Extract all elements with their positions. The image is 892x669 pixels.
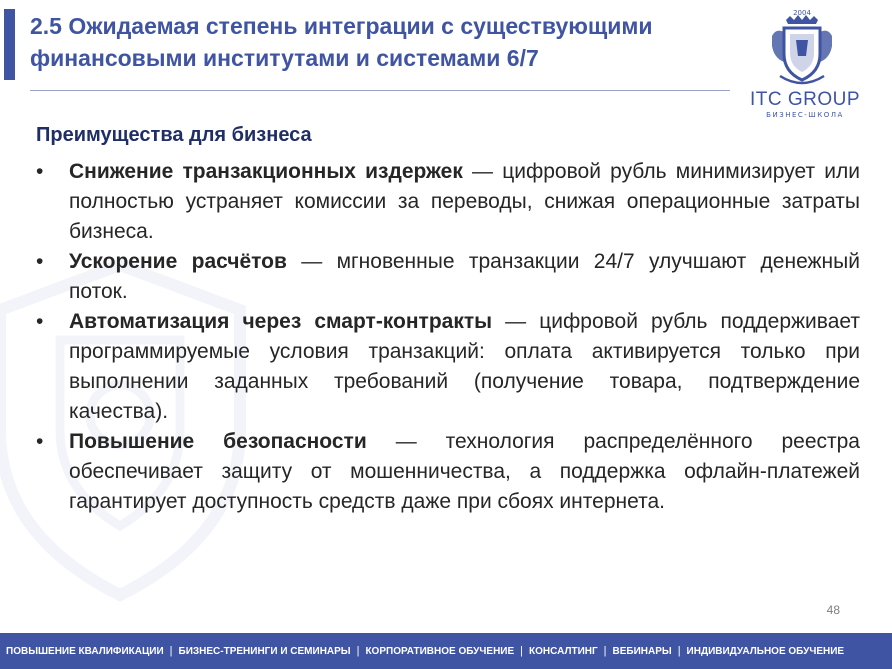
company-logo — [740, 6, 880, 126]
crest-icon — [766, 6, 838, 88]
slide-title-line-2: финансовыми институтами и системами 6/7 — [30, 45, 539, 71]
bullet-icon: • — [36, 250, 44, 273]
footer-separator: | — [356, 645, 360, 657]
list-item — [36, 247, 860, 307]
slide-title — [30, 10, 760, 74]
footer-separator: | — [520, 645, 524, 657]
page-number: 48 — [826, 603, 840, 617]
list-item — [36, 307, 860, 427]
list-item — [36, 157, 860, 247]
footer-item-qualification: ПОВЫШЕНИЕ КВАЛИФИКАЦИИ — [6, 645, 164, 657]
footer-separator: | — [603, 645, 607, 657]
footer-item-webinars: ВЕБИНАРЫ — [612, 645, 672, 657]
title-divider — [30, 90, 730, 91]
list-item — [36, 427, 860, 517]
list-item-title: Повышение безопасности — [69, 430, 367, 453]
footer-item-corporate: КОРПОРАТИВНОЕ ОБУЧЕНИЕ — [365, 645, 515, 657]
footer-item-individual: ИНДИВИДУАЛЬНОЕ ОБУЧЕНИЕ — [686, 645, 845, 657]
list-item-title: Снижение транзакционных издержек — [69, 160, 463, 183]
list-item-text: — мгновенные транзакции 24/7 улучшают денежный поток. — [69, 250, 860, 303]
footer-item-consulting: КОНСАЛТИНГ — [529, 645, 598, 657]
footer-item-trainings: БИЗНЕС-ТРЕНИНГИ И СЕМИНАРЫ — [178, 645, 351, 657]
slide-title-line-1: 2.5 Ожидаемая степень интеграции с существующими — [30, 13, 653, 39]
list-item-title: Автоматизация через смарт-контракты — [69, 310, 493, 333]
logo-year: 2004 — [793, 9, 811, 17]
bullet-icon: • — [36, 310, 44, 333]
footer-separator: | — [169, 645, 173, 657]
title-accent-bar — [4, 9, 15, 80]
logo-tagline: БИЗНЕС-ШКОЛА — [766, 111, 844, 119]
logo-name: ITC GROUP — [749, 89, 861, 110]
bullet-icon: • — [36, 430, 44, 453]
bullet-icon: • — [36, 160, 44, 183]
footer-bar — [0, 633, 892, 669]
list-item-title: Ускорение расчётов — [69, 250, 287, 273]
list-item-text: — цифровой рубль поддерживает программируемые условия транзакций: оплата активируется только при выполнении заданных требований (получение товара, подтверждение качества). — [69, 310, 860, 423]
section-subtitle: Преимущества для бизнеса — [36, 124, 312, 146]
benefits-list — [36, 157, 860, 517]
list-item-text: — технология распределённого реестра обеспечивает защиту от мошенничества, а поддержка офлайн-платежей гарантирует доступность средств даже при сбоях интернета. — [69, 430, 860, 513]
footer-separator: | — [677, 645, 681, 657]
list-item-text: — цифровой рубль минимизирует или полностью устраняет комиссии за переводы, снижая операционные затраты бизнеса. — [69, 160, 860, 243]
